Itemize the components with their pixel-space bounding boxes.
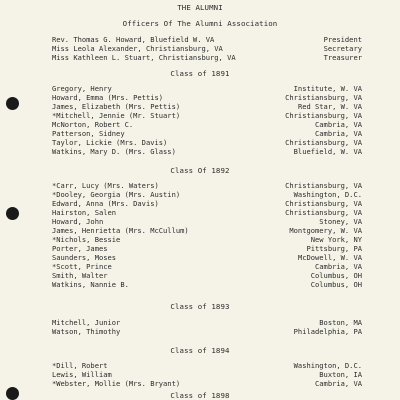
member-row (52, 370, 362, 379)
officer-role: Treasurer (323, 53, 362, 62)
binder-hole (6, 207, 19, 220)
member-name: Saunders, Moses (52, 253, 117, 262)
class-title: Class Of 1892 (170, 166, 230, 175)
member-row (52, 93, 362, 102)
member-place: Christiansburg, VA (285, 93, 362, 102)
member-place: Cambria, VA (315, 379, 362, 388)
officer-row (52, 53, 362, 62)
member-place: Institute, W. VA (293, 84, 362, 93)
member-row (52, 147, 362, 156)
member-place: Christiansburg, VA (285, 181, 362, 190)
member-place: Pittsburg, PA (306, 244, 362, 253)
member-place: Washington, D.C. (293, 190, 362, 199)
member-place: Philadelphia, PA (293, 327, 362, 336)
officers-title: Officers Of The Alumni Association (122, 19, 278, 28)
member-place: Stoney, VA (319, 217, 362, 226)
member-place: Christiansburg, VA (285, 199, 362, 208)
member-row (52, 361, 362, 370)
member-place: Cambria, VA (315, 120, 362, 129)
member-name: *Scott, Prince (52, 262, 112, 271)
member-place: Boston, MA (319, 318, 362, 327)
member-row (52, 181, 362, 190)
member-place: Cambria, VA (315, 262, 362, 271)
member-name: Edward, Anna (Mrs. Davis) (52, 199, 159, 208)
member-name: *Carr, Lucy (Mrs. Waters) (52, 181, 159, 190)
officer-role: Secretary (323, 44, 362, 53)
officer-row (52, 35, 362, 44)
member-name: Watkins, Nannie B. (52, 280, 129, 289)
member-name: Watkins, Mary D. (Mrs. Glass) (52, 147, 176, 156)
member-row (52, 120, 362, 129)
member-row (52, 253, 362, 262)
officer-name: Rev. Thomas G. Howard, Bluefield W. VA (52, 35, 215, 44)
member-row (52, 208, 362, 217)
member-row (52, 244, 362, 253)
member-name: Smith, Walter (52, 271, 108, 280)
officer-role: President (323, 35, 362, 44)
member-row (52, 318, 362, 327)
member-name: Watson, Thimothy (52, 327, 121, 336)
member-name: Patterson, Sidney (52, 129, 125, 138)
member-name: *Dill, Robert (52, 361, 108, 370)
member-name: Porter, James (52, 244, 108, 253)
member-name: Mitchell, Junior (52, 318, 121, 327)
member-row (52, 111, 362, 120)
member-place: New York, NY (310, 235, 362, 244)
member-name: Hairston, Salen (52, 208, 117, 217)
member-name: Gregory, Henry (52, 84, 112, 93)
class-title: Class of 1891 (170, 69, 230, 78)
member-row (52, 262, 362, 271)
member-name: Lewis, William (52, 370, 112, 379)
member-row (52, 235, 362, 244)
page-heading: THE ALUMNI (177, 3, 223, 12)
member-name: Howard, John (52, 217, 104, 226)
member-place: McDowell, W. VA (297, 253, 362, 262)
member-place: Buxton, IA (319, 370, 362, 379)
member-row (52, 84, 362, 93)
member-name: *Webster, Mollie (Mrs. Bryant) (52, 379, 181, 388)
officer-name: Miss Kathleen L. Stuart, Christiansburg, VA (52, 53, 236, 62)
member-row (52, 138, 362, 147)
member-name: *Nichols, Bessie (52, 235, 121, 244)
class-title: Class of 1893 (170, 302, 230, 311)
member-place: Cambria, VA (315, 129, 362, 138)
member-place: Red Star, W. VA (297, 102, 362, 111)
member-name: *Mitchell, Jennie (Mr. Stuart) (52, 111, 181, 120)
member-place: Montgomery, W. VA (289, 226, 362, 235)
class-title: Class of 1894 (170, 346, 230, 355)
class-title: Class of 1898 (170, 391, 230, 400)
member-row (52, 379, 362, 388)
member-place: Bluefield, W. VA (293, 147, 362, 156)
member-row (52, 271, 362, 280)
member-row (52, 327, 362, 336)
member-row (52, 226, 362, 235)
officer-name: Miss Leola Alexander, Christiansburg, VA (52, 44, 223, 53)
member-name: Taylor, Lickie (Mrs. Davis) (52, 138, 168, 147)
member-name: Howard, Emma (Mrs. Pettis) (52, 93, 164, 102)
member-place: Washington, D.C. (293, 361, 362, 370)
member-name: McNorton, Robert C. (52, 120, 134, 129)
member-name: James, Henrietta (Mrs. McCullum) (52, 226, 189, 235)
member-place: Columbus, OH (310, 271, 362, 280)
officer-row (52, 44, 362, 53)
binder-hole (6, 97, 19, 110)
member-row (52, 129, 362, 138)
member-row (52, 102, 362, 111)
member-place: Columbus, OH (310, 280, 362, 289)
member-name: James, Elizabeth (Mrs. Pettis) (52, 102, 181, 111)
member-row (52, 199, 362, 208)
member-place: Christiansburg, VA (285, 208, 362, 217)
member-place: Christiansburg, VA (285, 111, 362, 120)
member-place: Christiansburg, VA (285, 138, 362, 147)
member-name: *Dooley, Georgia (Mrs. Austin) (52, 190, 181, 199)
member-row (52, 280, 362, 289)
member-row (52, 217, 362, 226)
member-row (52, 190, 362, 199)
